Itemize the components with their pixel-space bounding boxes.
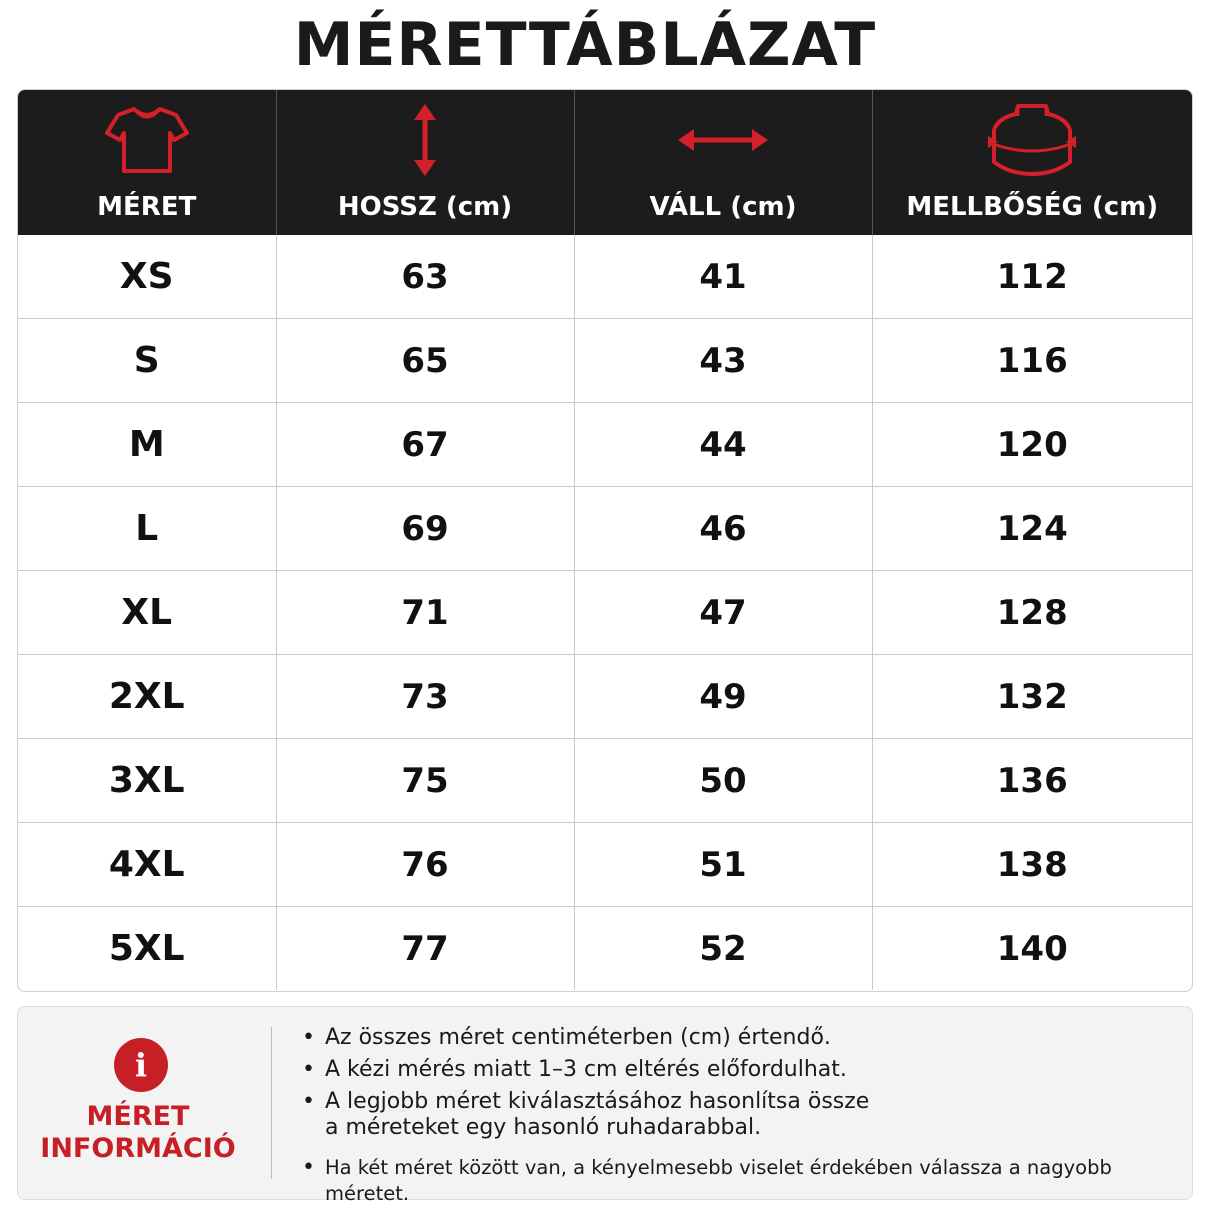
cell-chest: 140 (872, 907, 1192, 991)
cell-length: 73 (276, 655, 574, 739)
cell-chest: 132 (872, 655, 1192, 739)
table-row (18, 319, 1192, 403)
cell-shoulder: 43 (574, 319, 872, 403)
cell-shoulder: 49 (574, 655, 872, 739)
info-title-line1: MÉRET (86, 1101, 190, 1132)
cell-shoulder: 50 (574, 739, 872, 823)
header-size-label: MÉRET (97, 192, 197, 222)
cell-shoulder: 51 (574, 823, 872, 907)
header-length (276, 90, 574, 235)
svg-text:i: i (134, 1046, 148, 1084)
size-info-box (17, 1006, 1193, 1205)
cell-shoulder: 46 (574, 487, 872, 571)
size-table (18, 90, 1192, 990)
cell-length: 63 (276, 235, 574, 319)
cell-size: L (18, 487, 276, 571)
table-row (18, 487, 1192, 571)
tshirt-icon (104, 105, 190, 175)
cell-chest: 124 (872, 487, 1192, 571)
info-note: • A kézi mérés miatt 1–3 cm eltérés előfordulhat. (300, 1057, 1180, 1083)
cell-size: XS (18, 235, 276, 319)
size-table-container (17, 89, 1193, 992)
cell-chest: 116 (872, 319, 1192, 403)
horizontal-arrow-icon (676, 125, 770, 155)
table-header-row (18, 90, 1192, 235)
info-divider (271, 1027, 272, 1179)
cell-size: 4XL (18, 823, 276, 907)
table-row (18, 655, 1192, 739)
table-row (18, 823, 1192, 907)
info-icon (113, 1037, 169, 1093)
cell-length: 67 (276, 403, 574, 487)
info-heading-block (18, 1007, 270, 1199)
cell-shoulder: 47 (574, 571, 872, 655)
cell-shoulder: 44 (574, 403, 872, 487)
header-chest (872, 90, 1192, 235)
header-length-label: HOSSZ (cm) (337, 192, 513, 222)
cell-size: XL (18, 571, 276, 655)
cell-length: 71 (276, 571, 574, 655)
cell-size: 2XL (18, 655, 276, 739)
cell-shoulder: 52 (574, 907, 872, 991)
page-title: MÉRETTÁBLÁZAT (293, 10, 877, 80)
header-shoulder (574, 90, 872, 235)
cell-shoulder: 41 (574, 235, 872, 319)
table-row (18, 907, 1192, 991)
cell-size: S (18, 319, 276, 403)
table-row (18, 571, 1192, 655)
table-row (18, 235, 1192, 319)
info-note: • Az összes méret centiméterben (cm) értendő. (300, 1025, 1180, 1051)
header-chest-label: MELLBŐSÉG (cm) (906, 192, 1159, 222)
cell-chest: 128 (872, 571, 1192, 655)
vertical-arrow-icon (410, 102, 440, 178)
info-note: • A legjobb méret kiválasztásához hasonlítsa össze a méreteket egy hasonló ruhadarabbal. (300, 1089, 885, 1141)
cell-length: 69 (276, 487, 574, 571)
cell-size: 5XL (18, 907, 276, 991)
cell-chest: 138 (872, 823, 1192, 907)
header-shoulder-label: VÁLL (cm) (649, 192, 797, 222)
info-note: • Ha két méret között van, a kényelmesebb viselet érdekében válassza a nagyobb méretet. (300, 1155, 1180, 1207)
table-row (18, 403, 1192, 487)
header-size (18, 90, 276, 235)
cell-length: 76 (276, 823, 574, 907)
cell-length: 65 (276, 319, 574, 403)
cell-length: 75 (276, 739, 574, 823)
cell-chest: 120 (872, 403, 1192, 487)
cell-chest: 136 (872, 739, 1192, 823)
info-title (18, 1101, 258, 1165)
chest-measure-icon (984, 102, 1080, 178)
cell-chest: 112 (996, 256, 1068, 297)
cell-length: 77 (276, 907, 574, 991)
info-title-line2: INFORMÁCIÓ (40, 1133, 236, 1164)
table-row (18, 739, 1192, 823)
cell-size: 3XL (18, 739, 276, 823)
info-notes-list (300, 1025, 1180, 1213)
cell-size: M (18, 403, 276, 487)
